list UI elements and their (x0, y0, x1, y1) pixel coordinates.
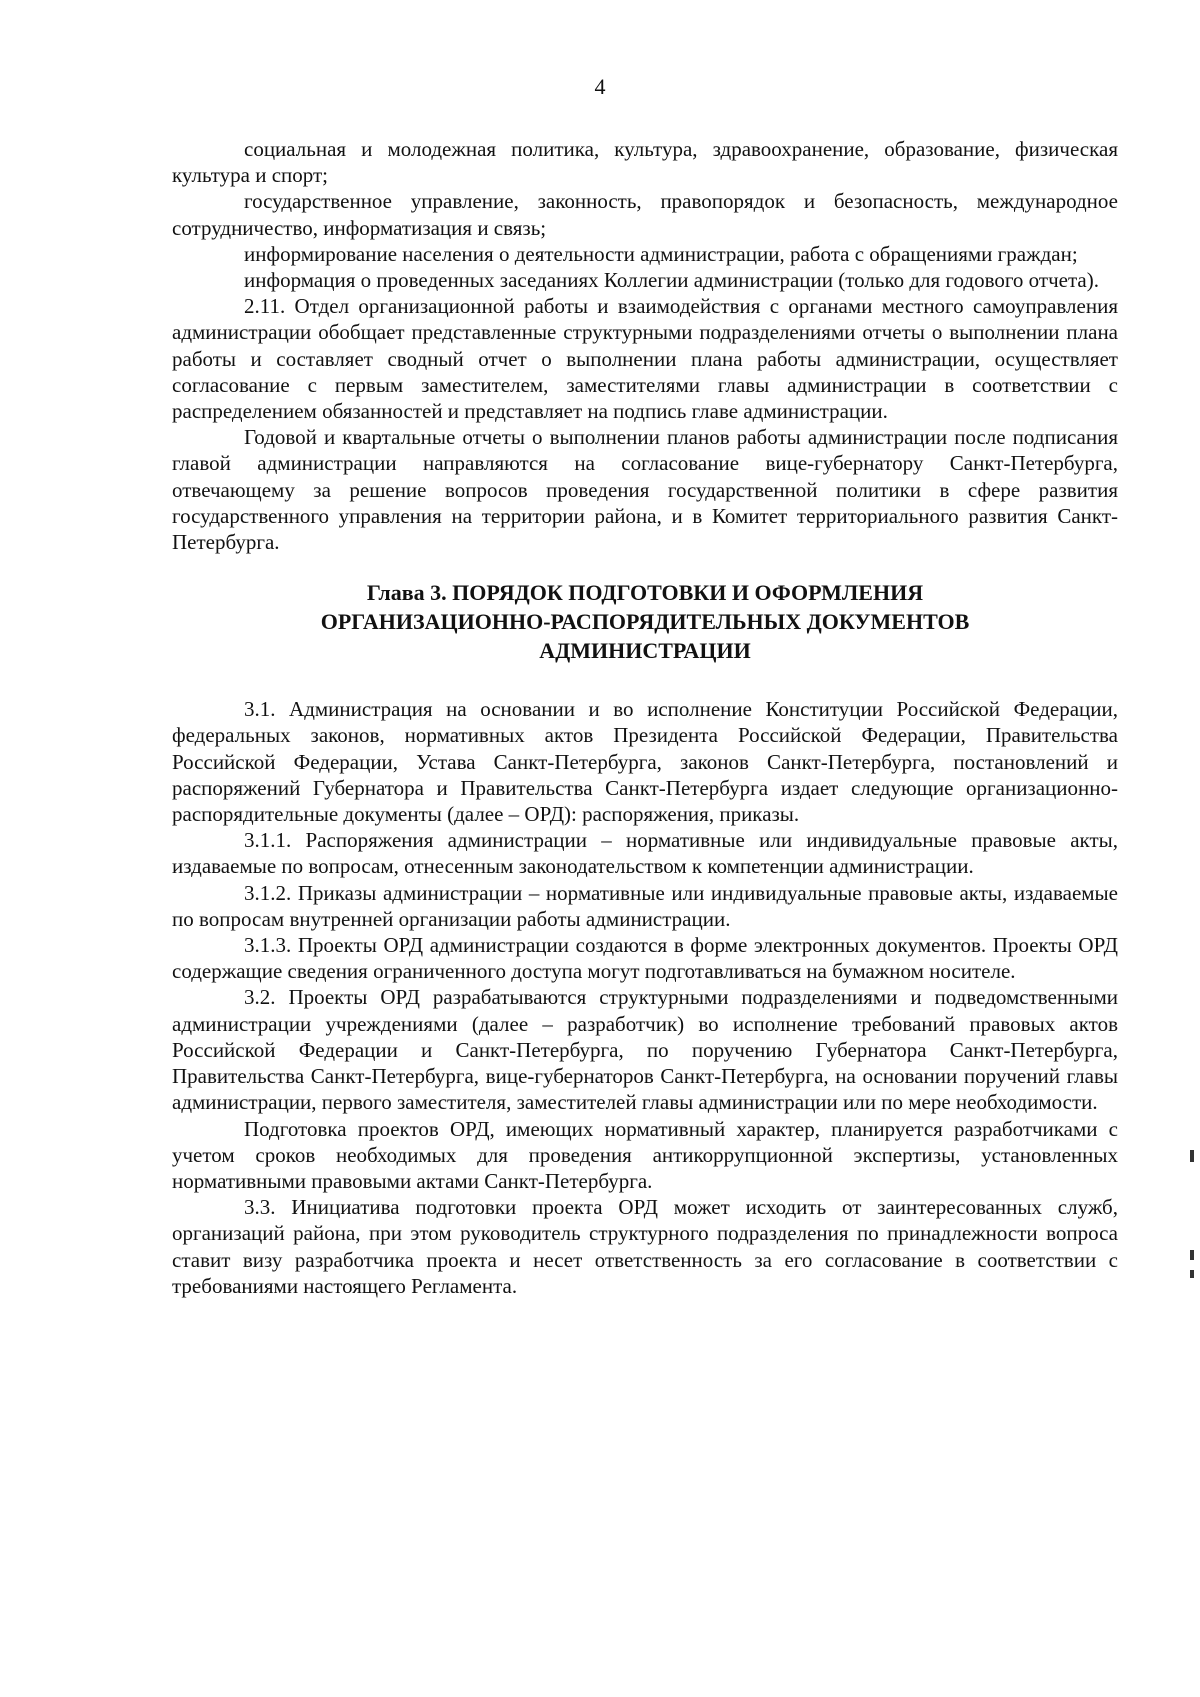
scan-edge-mark (1190, 1250, 1194, 1260)
paragraph-normative-drafts: Подготовка проектов ОРД, имеющих нормативный характер, планируется разработчиками с учетом сроков необходимых для проведения антикоррупционной экспертизы, установленных нормативными правовыми актами Санкт-Петербурга. (172, 1116, 1118, 1193)
page-number: 4 (594, 74, 606, 99)
paragraph-2-11: 2.11. Отдел организационной работы и взаимодействия с органами местного самоуправления администрации обобщает представленные структурными подразделениями отчеты о выполнении плана работы и составляет сводный отчет о выполнении плана работы администрации, осуществляет согласование с первым заместителем, заместителями главы администрации в соответствии с распределением обязанностей и представляет на подпись главе администрации. (172, 294, 1118, 424)
scan-edge-mark (1190, 1150, 1194, 1162)
paragraph-collegium-meetings: информация о проведенных заседаниях Коллегии администрации (только для годового отчета). (244, 268, 1099, 293)
chapter-heading-line: АДМИНИСТРАЦИИ (539, 638, 751, 664)
paragraph-3-1-1: 3.1.1. Распоряжения администрации – нормативные или индивидуальные правовые акты, издаваемые по вопросам, отнесенным законодательством к компетенции администрации. (172, 828, 1118, 879)
chapter-heading (172, 578, 1118, 665)
paragraph-3-1-3: 3.1.3. Проекты ОРД администрации создаются в форме электронных документов. Проекты ОРД содержащие сведения ограниченного доступа могут подготавливаться на бумажном носителе. (172, 933, 1118, 984)
paragraph-annual-reports: Годовой и квартальные отчеты о выполнении планов работы администрации после подписания главой администрации направляются на согласование вице-губернатору Санкт-Петербурга, отвечающему за решение вопросов проведения государственной политики в сфере развития государственного управления на территории района, и в Комитет территориального развития Санкт-Петербурга. (172, 425, 1118, 555)
paragraph-3-1-2: 3.1.2. Приказы администрации – нормативные или индивидуальные правовые акты, издаваемые по вопросам внутренней организации работы администрации. (172, 880, 1118, 931)
paragraph-3-2: 3.2. Проекты ОРД разрабатываются структурными подразделениями и подведомственными администрации учреждениями (далее – разработчик) во исполнение требований правовых актов Российской Федерации и Санкт-Петербурга, по поручению Губернатора Санкт-Петербурга, Правительства Санкт-Петербурга, вице-губернаторов Санкт-Петербурга, на основании поручений главы администрации, первого заместителя, заместителей главы администрации или по мере необходимости. (172, 985, 1118, 1115)
paragraph-social-policy: социальная и молодежная политика, культура, здравоохранение, образование, физическая культура и спорт; (172, 137, 1118, 188)
document-body (172, 136, 1118, 1299)
paragraph-public-information: информирование населения о деятельности администрации, работа с обращениями граждан; (244, 241, 1078, 266)
paragraph-state-governance: государственное управление, законность, правопорядок и безопасность, международное сотрудничество, информатизация и связь; (172, 189, 1118, 240)
chapter-heading-line: ОРГАНИЗАЦИОННО-РАСПОРЯДИТЕЛЬНЫХ ДОКУМЕНТОВ (320, 609, 970, 635)
scan-edge-mark (1190, 1270, 1194, 1278)
paragraph-3-1: 3.1. Администрация на основании и во исполнение Конституции Российской Федерации, федеральных законов, нормативных актов Президента Российской Федерации, Правительства Российской Федерации, Устава Санкт-Петербурга, законов Санкт-Петербурга, постановлений и распоряжений Губернатора и Правительства Санкт-Петербурга издает следующие организационно-распорядительные документы (далее – ОРД): распоряжения, приказы. (172, 697, 1118, 827)
paragraph-3-3: 3.3. Инициатива подготовки проекта ОРД может исходить от заинтересованных служб, организаций района, при этом руководитель структурного подразделения по принадлежности вопроса ставит визу разработчика проекта и несет ответственность за его согласование в соответствии с требованиями настоящего Регламента. (172, 1195, 1118, 1298)
chapter-heading-line: Глава 3. ПОРЯДОК ПОДГОТОВКИ И ОФОРМЛЕНИЯ (366, 580, 924, 606)
